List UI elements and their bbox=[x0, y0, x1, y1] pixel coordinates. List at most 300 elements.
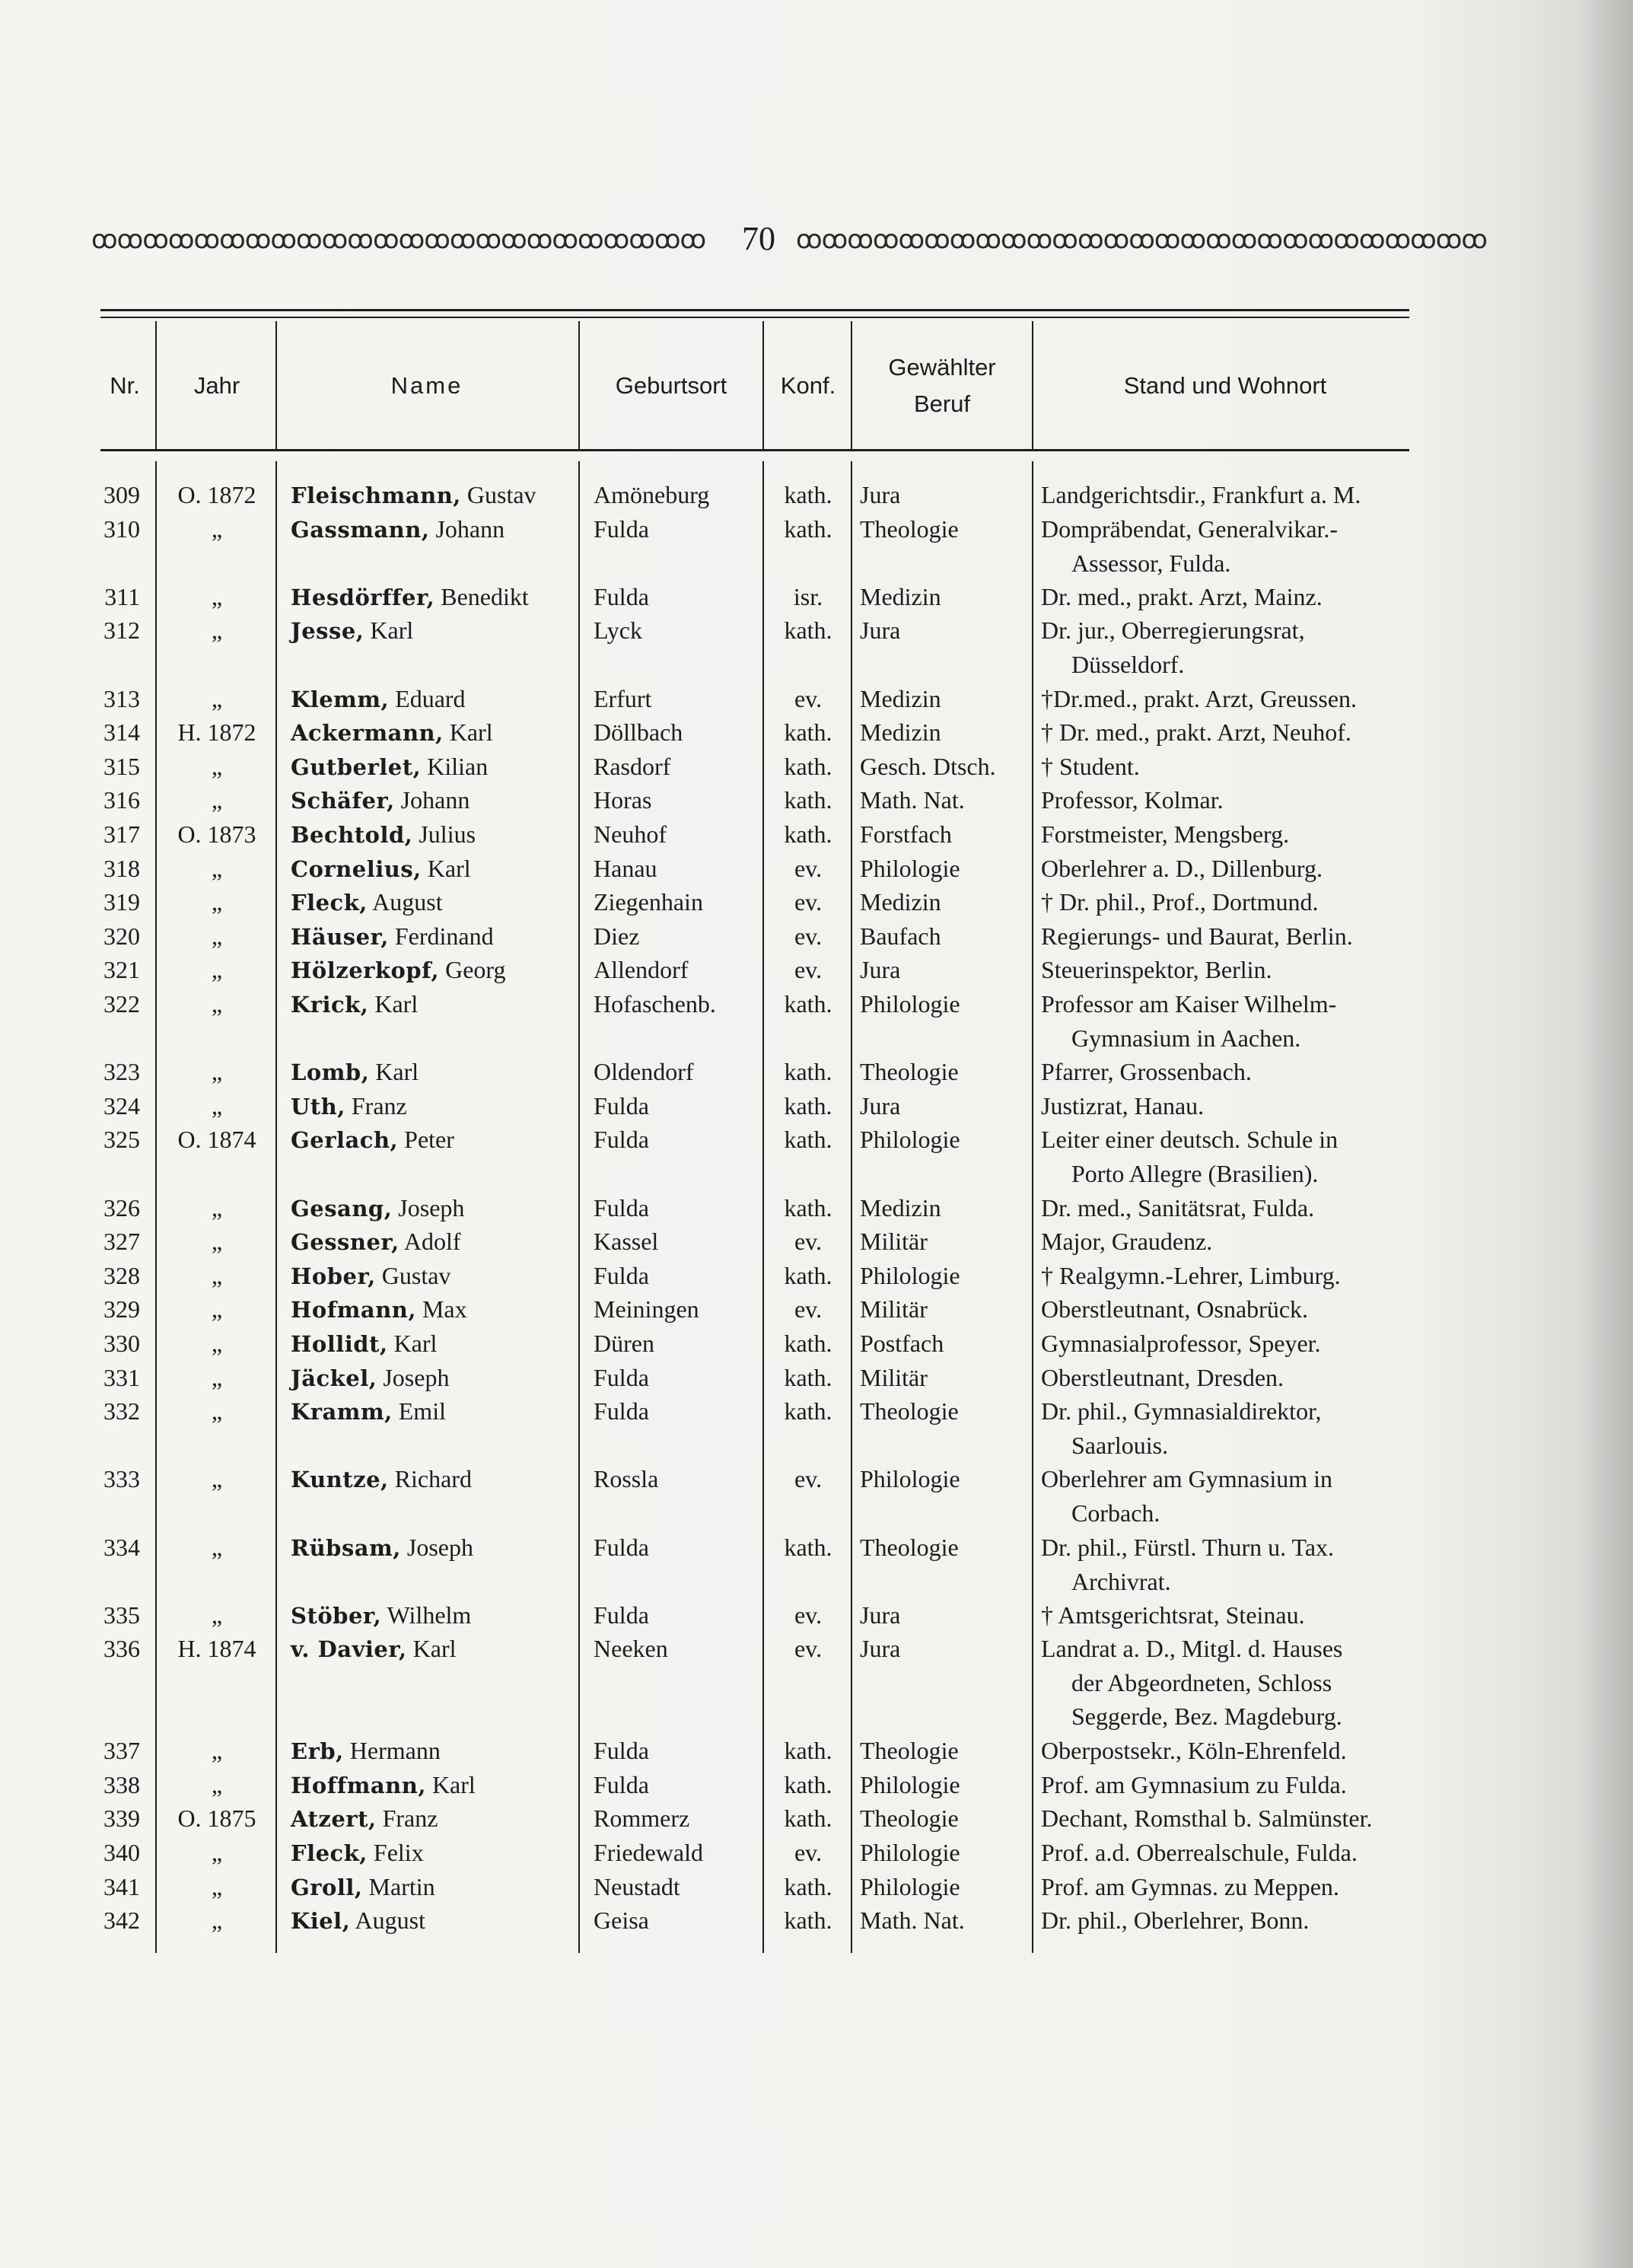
entry-birthplace: Fulda bbox=[594, 1601, 649, 1629]
entry-birthplace: Ziegenhain bbox=[594, 888, 703, 916]
entry-given-name: Joseph bbox=[400, 1534, 473, 1561]
entry-confession: kath. bbox=[784, 1330, 832, 1357]
entry-given-name: Karl bbox=[364, 616, 414, 644]
entry-profession: Medizin bbox=[860, 1194, 941, 1222]
entry-name bbox=[291, 1327, 437, 1361]
table-row bbox=[0, 613, 1633, 678]
entry-profession: Jura bbox=[860, 481, 901, 508]
entry-position-residence: Dompräbendat, Generalvikar.- bbox=[1041, 515, 1339, 543]
entry-year: „ bbox=[211, 616, 223, 644]
entry-number: 309 bbox=[103, 481, 140, 508]
entry-birthplace: Lyck bbox=[594, 616, 642, 644]
entry-year: „ bbox=[211, 786, 223, 814]
entry-position-residence: Oberstleutnant, Osnabrück. bbox=[1041, 1295, 1309, 1323]
entry-year: „ bbox=[211, 583, 223, 610]
entry-confession: ev. bbox=[794, 855, 823, 882]
entry-given-name: Gustav bbox=[375, 1262, 451, 1289]
entry-year: „ bbox=[211, 1397, 223, 1425]
entry-birthplace: Geisa bbox=[594, 1906, 649, 1934]
header-konf: Konf. bbox=[780, 372, 836, 399]
entry-position-residence: Dr. med., Sanitätsrat, Fulda. bbox=[1041, 1194, 1315, 1222]
entry-birthplace: Düren bbox=[594, 1330, 654, 1357]
entry-confession: ev. bbox=[794, 1465, 823, 1492]
col-rule-header bbox=[1032, 321, 1033, 449]
entry-number: 319 bbox=[103, 888, 140, 916]
entry-given-name: Joseph bbox=[392, 1194, 465, 1222]
entry-profession: Militär bbox=[860, 1364, 928, 1391]
entry-surname: Lomb, bbox=[291, 1059, 370, 1085]
entry-birthplace: Fulda bbox=[594, 1126, 649, 1153]
entry-birthplace: Neuhof bbox=[594, 820, 667, 848]
entry-position-residence: Assessor, Fulda. bbox=[1071, 549, 1231, 577]
entry-surname: Gutberlet, bbox=[291, 754, 422, 780]
entry-year: O. 1872 bbox=[177, 481, 256, 508]
entry-profession: Philologie bbox=[860, 1262, 960, 1289]
table-row bbox=[0, 1327, 1633, 1360]
entry-position-residence: †Dr.med., prakt. Arzt, Greussen. bbox=[1041, 685, 1358, 712]
table-row bbox=[0, 1123, 1633, 1187]
entry-year: „ bbox=[211, 922, 223, 950]
entry-name bbox=[291, 1801, 438, 1836]
top-rule-thick bbox=[100, 309, 1409, 311]
entry-year: „ bbox=[211, 1839, 223, 1866]
entry-position-residence: Dr. phil., Fürstl. Thurn u. Tax. bbox=[1041, 1534, 1335, 1561]
entry-number: 327 bbox=[103, 1228, 140, 1255]
entry-given-name: Felix bbox=[367, 1839, 424, 1866]
entry-profession: Theologie bbox=[860, 1737, 959, 1764]
entry-given-name: Karl bbox=[425, 1771, 476, 1798]
entry-birthplace: Meiningen bbox=[594, 1295, 699, 1323]
entry-confession: isr. bbox=[793, 583, 823, 610]
entry-name bbox=[291, 1598, 471, 1633]
entry-position-residence: Prof. a.d. Oberrealschule, Fulda. bbox=[1041, 1839, 1358, 1866]
entry-birthplace: Neeken bbox=[594, 1635, 668, 1662]
entry-name bbox=[291, 1361, 449, 1395]
entry-confession: kath. bbox=[784, 820, 832, 848]
header-geburtsort: Geburtsort bbox=[615, 372, 727, 399]
table-row bbox=[0, 919, 1633, 953]
entry-position-residence: Dr. phil., Oberlehrer, Bonn. bbox=[1041, 1906, 1310, 1934]
entry-position-residence: Dr. jur., Oberregierungsrat, bbox=[1041, 616, 1305, 644]
table-row bbox=[0, 1055, 1633, 1088]
entry-name bbox=[291, 1768, 476, 1802]
entry-profession: Jura bbox=[860, 1092, 901, 1120]
header-stand: Stand und Wohnort bbox=[1123, 372, 1327, 399]
table-row bbox=[0, 1768, 1633, 1801]
entry-number: 325 bbox=[103, 1126, 140, 1153]
entry-name bbox=[291, 1462, 472, 1496]
entry-year: O. 1873 bbox=[177, 820, 256, 848]
entry-birthplace: Oldendorf bbox=[594, 1058, 694, 1085]
entry-profession: Philologie bbox=[860, 1465, 960, 1492]
entry-number: 322 bbox=[103, 990, 140, 1018]
table-row bbox=[0, 953, 1633, 986]
entry-given-name: Richard bbox=[388, 1465, 472, 1492]
entry-surname: Fleck, bbox=[291, 1840, 368, 1866]
entry-surname: Jäckel, bbox=[291, 1365, 377, 1391]
entry-position-residence: Pfarrer, Grossenbach. bbox=[1041, 1058, 1252, 1085]
entry-position-residence: † Realgymn.-Lehrer, Limburg. bbox=[1041, 1262, 1341, 1289]
entry-year: H. 1872 bbox=[177, 718, 256, 746]
entry-confession: ev. bbox=[794, 1601, 823, 1629]
entry-year: „ bbox=[211, 1906, 223, 1934]
entry-given-name: Johann bbox=[429, 515, 505, 543]
entry-name bbox=[291, 817, 476, 852]
entry-name bbox=[291, 1191, 464, 1225]
entry-name bbox=[291, 1531, 473, 1565]
entry-birthplace: Erfurt bbox=[594, 685, 652, 712]
entry-year: „ bbox=[211, 685, 223, 712]
entry-name bbox=[291, 953, 506, 987]
entry-position-residence: Gymnasialprofessor, Speyer. bbox=[1041, 1330, 1321, 1357]
entry-name bbox=[291, 1225, 461, 1259]
entry-given-name: Franz bbox=[376, 1805, 438, 1832]
entry-year: „ bbox=[211, 1330, 223, 1357]
entry-position-residence: † Dr. phil., Prof., Dortmund. bbox=[1041, 888, 1319, 916]
table-row bbox=[0, 1598, 1633, 1632]
entry-given-name: Ferdinand bbox=[388, 922, 494, 950]
entry-profession: Jura bbox=[860, 1601, 901, 1629]
entry-given-name: Karl bbox=[421, 855, 471, 882]
entry-name bbox=[291, 885, 443, 919]
entry-birthplace: Fulda bbox=[594, 583, 649, 610]
entry-number: 329 bbox=[103, 1295, 140, 1323]
entry-given-name: Max bbox=[415, 1295, 467, 1323]
entry-profession: Philologie bbox=[860, 1771, 960, 1798]
entry-given-name: Eduard bbox=[389, 685, 466, 712]
entry-confession: kath. bbox=[784, 1058, 832, 1085]
entry-number: 342 bbox=[103, 1906, 140, 1934]
entry-surname: Hesdörffer, bbox=[291, 585, 435, 610]
entry-position-residence: Landrat a. D., Mitgl. d. Hauses bbox=[1041, 1635, 1343, 1662]
entry-given-name: Franz bbox=[345, 1092, 407, 1120]
table-row bbox=[0, 1801, 1633, 1835]
entry-surname: Hofmann, bbox=[291, 1297, 416, 1323]
entry-number: 340 bbox=[103, 1839, 140, 1866]
top-rule-thin bbox=[100, 317, 1409, 318]
entry-number: 310 bbox=[103, 515, 140, 543]
header-name: Name bbox=[390, 372, 463, 399]
entry-profession: Theologie bbox=[860, 1058, 959, 1085]
entry-profession: Baufach bbox=[860, 922, 941, 950]
entry-year: „ bbox=[211, 855, 223, 882]
entry-name bbox=[291, 1903, 425, 1938]
table-row bbox=[0, 783, 1633, 817]
entry-profession: Militär bbox=[860, 1295, 928, 1323]
entry-surname: Hollidt, bbox=[291, 1331, 388, 1357]
table-row bbox=[0, 580, 1633, 613]
entry-position-residence: Porto Allegre (Brasilien). bbox=[1071, 1160, 1319, 1187]
entry-position-residence: Archivrat. bbox=[1071, 1568, 1171, 1595]
entry-number: 326 bbox=[103, 1194, 140, 1222]
entry-birthplace: Rommerz bbox=[594, 1805, 690, 1832]
entry-confession: ev. bbox=[794, 685, 823, 712]
entry-birthplace: Amöneburg bbox=[594, 481, 710, 508]
entry-position-residence: Prof. am Gymnasium zu Fulda. bbox=[1041, 1771, 1347, 1798]
entry-position-residence: † Amtsgerichtsrat, Steinau. bbox=[1041, 1601, 1305, 1629]
entry-surname: Kuntze, bbox=[291, 1467, 389, 1492]
entry-year: „ bbox=[211, 515, 223, 543]
entry-surname: Fleischmann, bbox=[291, 483, 461, 508]
entry-birthplace: Kassel bbox=[594, 1228, 659, 1255]
entry-given-name: Gustav bbox=[460, 481, 536, 508]
entry-profession: Jura bbox=[860, 956, 901, 983]
entry-surname: Stöber, bbox=[291, 1603, 382, 1629]
entry-year: „ bbox=[211, 1262, 223, 1289]
table-row bbox=[0, 1394, 1633, 1459]
entry-number: 320 bbox=[103, 922, 140, 950]
entry-year: „ bbox=[211, 1295, 223, 1323]
entry-profession: Math. Nat. bbox=[860, 1906, 965, 1934]
entry-surname: Atzert, bbox=[291, 1806, 377, 1832]
entry-name bbox=[291, 1292, 467, 1327]
entry-birthplace: Fulda bbox=[594, 1771, 649, 1798]
entry-position-residence: Justizrat, Hanau. bbox=[1041, 1092, 1205, 1120]
entry-confession: ev. bbox=[794, 1635, 823, 1662]
entry-birthplace: Hanau bbox=[594, 855, 657, 882]
entry-number: 338 bbox=[103, 1771, 140, 1798]
entry-number: 321 bbox=[103, 956, 140, 983]
entry-confession: kath. bbox=[784, 515, 832, 543]
entry-position-residence: Professor, Kolmar. bbox=[1041, 786, 1224, 814]
entry-birthplace: Fulda bbox=[594, 1092, 649, 1120]
table-row bbox=[0, 1361, 1633, 1394]
entry-number: 311 bbox=[104, 583, 140, 610]
table-row bbox=[0, 852, 1633, 885]
entry-given-name: Julius bbox=[412, 820, 476, 848]
entry-given-name: Joseph bbox=[377, 1364, 450, 1391]
table-row bbox=[0, 1903, 1633, 1937]
entry-name bbox=[291, 783, 470, 817]
entry-number: 332 bbox=[103, 1397, 140, 1425]
entry-given-name: Karl bbox=[368, 990, 419, 1018]
entry-number: 328 bbox=[103, 1262, 140, 1289]
entry-position-residence: † Dr. med., prakt. Arzt, Neuhof. bbox=[1041, 718, 1351, 746]
entry-confession: kath. bbox=[784, 1873, 832, 1900]
entry-name bbox=[291, 1394, 446, 1429]
entry-year: O. 1874 bbox=[177, 1126, 256, 1153]
entry-given-name: Karl bbox=[387, 1330, 438, 1357]
table-row bbox=[0, 1089, 1633, 1123]
entry-position-residence: Gymnasium in Aachen. bbox=[1071, 1024, 1301, 1052]
entry-profession: Medizin bbox=[860, 583, 941, 610]
entry-profession: Medizin bbox=[860, 718, 941, 746]
entry-position-residence: Forstmeister, Mengsberg. bbox=[1041, 820, 1290, 848]
col-rule-header bbox=[578, 321, 580, 449]
entry-confession: ev. bbox=[794, 956, 823, 983]
entry-position-residence: Dr. med., prakt. Arzt, Mainz. bbox=[1041, 583, 1323, 610]
entry-confession: kath. bbox=[784, 1737, 832, 1764]
entry-surname: Cornelius, bbox=[291, 856, 422, 882]
table-row bbox=[0, 885, 1633, 919]
entry-confession: kath. bbox=[784, 1397, 832, 1425]
entry-surname: Uth, bbox=[291, 1094, 345, 1120]
col-rule-header bbox=[851, 321, 852, 449]
entry-birthplace: Fulda bbox=[594, 1534, 649, 1561]
entry-name bbox=[291, 1836, 424, 1870]
entry-position-residence: Dechant, Romsthal b. Salmünster. bbox=[1041, 1805, 1373, 1832]
entry-surname: Gerlach, bbox=[291, 1127, 399, 1153]
entry-confession: ev. bbox=[794, 1228, 823, 1255]
entry-position-residence: Steuerinspektor, Berlin. bbox=[1041, 956, 1272, 983]
header-beruf-line1: Gewählter bbox=[888, 354, 996, 381]
entry-birthplace: Fulda bbox=[594, 1262, 649, 1289]
entry-number: 336 bbox=[103, 1635, 140, 1662]
entry-profession: Jura bbox=[860, 616, 901, 644]
entry-number: 317 bbox=[103, 820, 140, 848]
entry-position-residence: Corbach. bbox=[1071, 1499, 1160, 1527]
entry-confession: kath. bbox=[784, 616, 832, 644]
entry-name bbox=[291, 613, 413, 648]
entry-profession: Jura bbox=[860, 1635, 901, 1662]
entry-confession: kath. bbox=[784, 1906, 832, 1934]
entry-position-residence: der Abgeordneten, Schloss bbox=[1071, 1669, 1332, 1696]
entry-birthplace: Hofaschenb. bbox=[594, 990, 716, 1018]
table-row bbox=[0, 1632, 1633, 1730]
entry-number: 341 bbox=[103, 1873, 140, 1900]
entry-profession: Gesch. Dtsch. bbox=[860, 753, 996, 780]
entry-position-residence: Prof. am Gymnas. zu Meppen. bbox=[1041, 1873, 1339, 1900]
entry-number: 316 bbox=[103, 786, 140, 814]
entry-surname: Jesse, bbox=[291, 618, 364, 644]
entry-birthplace: Döllbach bbox=[594, 718, 683, 746]
entry-number: 318 bbox=[103, 855, 140, 882]
table-row bbox=[0, 1225, 1633, 1258]
entry-profession: Philologie bbox=[860, 1873, 960, 1900]
entry-surname: Kramm, bbox=[291, 1399, 393, 1425]
table-row bbox=[0, 817, 1633, 851]
entry-number: 312 bbox=[103, 616, 140, 644]
entry-profession: Militär bbox=[860, 1228, 928, 1255]
entry-number: 337 bbox=[103, 1737, 140, 1764]
entry-profession: Postfach bbox=[860, 1330, 944, 1357]
entry-year: „ bbox=[211, 956, 223, 983]
entry-given-name: Karl bbox=[369, 1058, 419, 1085]
entry-birthplace: Neustadt bbox=[594, 1873, 680, 1900]
table-row bbox=[0, 1734, 1633, 1767]
entry-year: „ bbox=[211, 1873, 223, 1900]
entry-name bbox=[291, 580, 529, 614]
entry-profession: Philologie bbox=[860, 855, 960, 882]
entry-profession: Theologie bbox=[860, 1534, 959, 1561]
entry-position-residence: Oberlehrer a. D., Dillenburg. bbox=[1041, 855, 1323, 882]
entry-name bbox=[291, 919, 494, 954]
entry-confession: ev. bbox=[794, 1839, 823, 1866]
entry-position-residence: Landgerichtsdir., Frankfurt a. M. bbox=[1041, 481, 1361, 508]
table-row bbox=[0, 1462, 1633, 1527]
table-row bbox=[0, 1191, 1633, 1225]
entry-birthplace: Horas bbox=[594, 786, 652, 814]
entry-year: „ bbox=[211, 1534, 223, 1561]
table-row bbox=[0, 682, 1633, 715]
entry-confession: kath. bbox=[784, 1092, 832, 1120]
entry-profession: Theologie bbox=[860, 1805, 959, 1832]
entry-confession: ev. bbox=[794, 922, 823, 950]
entry-position-residence: Major, Graudenz. bbox=[1041, 1228, 1213, 1255]
entry-surname: Bechtold, bbox=[291, 822, 413, 848]
entry-profession: Theologie bbox=[860, 515, 959, 543]
entry-given-name: Kilian bbox=[421, 753, 489, 780]
entry-given-name: Georg bbox=[439, 956, 506, 983]
entry-position-residence: Oberlehrer am Gymnasium in bbox=[1041, 1465, 1332, 1492]
entry-name bbox=[291, 1089, 407, 1123]
entry-confession: kath. bbox=[784, 481, 832, 508]
header-nr: Nr. bbox=[110, 372, 140, 399]
header-beruf-line2: Beruf bbox=[913, 390, 971, 417]
col-rule-header bbox=[275, 321, 277, 449]
entry-year: „ bbox=[211, 1465, 223, 1492]
entry-profession: Medizin bbox=[860, 888, 941, 916]
entry-surname: Groll, bbox=[291, 1875, 363, 1900]
entry-surname: Krick, bbox=[291, 992, 369, 1018]
table-row bbox=[0, 750, 1633, 783]
entry-surname: Gassmann, bbox=[291, 517, 430, 543]
table-row bbox=[0, 1870, 1633, 1903]
entry-given-name: August bbox=[367, 888, 443, 916]
entry-birthplace: Friedewald bbox=[594, 1839, 703, 1866]
entry-number: 315 bbox=[103, 753, 140, 780]
entry-year: O. 1875 bbox=[177, 1805, 256, 1832]
table-row bbox=[0, 1836, 1633, 1869]
entry-position-residence: Düsseldorf. bbox=[1071, 651, 1185, 678]
entry-name bbox=[291, 1632, 457, 1666]
entry-birthplace: Allendorf bbox=[594, 956, 689, 983]
entry-year: „ bbox=[211, 1364, 223, 1391]
entry-surname: Klemm, bbox=[291, 686, 390, 712]
entry-number: 330 bbox=[103, 1330, 140, 1357]
entry-position-residence: Dr. phil., Gymnasialdirektor, bbox=[1041, 1397, 1322, 1425]
entry-confession: ev. bbox=[794, 1295, 823, 1323]
entry-surname: Fleck, bbox=[291, 890, 368, 916]
entry-confession: kath. bbox=[784, 786, 832, 814]
entry-year: „ bbox=[211, 990, 223, 1018]
entry-birthplace: Fulda bbox=[594, 1364, 649, 1391]
entry-number: 333 bbox=[103, 1465, 140, 1492]
entry-confession: kath. bbox=[784, 1534, 832, 1561]
entry-confession: kath. bbox=[784, 1771, 832, 1798]
entry-birthplace: Fulda bbox=[594, 1397, 649, 1425]
entry-surname: Hober, bbox=[291, 1263, 376, 1289]
entry-year: „ bbox=[211, 1194, 223, 1222]
entry-birthplace: Fulda bbox=[594, 1737, 649, 1764]
ornament-left: ꝏꝏꝏꝏꝏꝏꝏꝏꝏꝏꝏꝏꝏꝏꝏꝏꝏꝏꝏꝏꝏꝏꝏꝏ bbox=[91, 225, 706, 255]
table-row bbox=[0, 1531, 1633, 1595]
table-row bbox=[0, 1292, 1633, 1326]
entry-surname: Hölzerkopf, bbox=[291, 957, 440, 983]
entry-birthplace: Fulda bbox=[594, 1194, 649, 1222]
page-number: 70 bbox=[742, 220, 775, 257]
entry-surname: v. Davier, bbox=[291, 1636, 407, 1662]
entry-position-residence: Seggerde, Bez. Magdeburg. bbox=[1071, 1703, 1342, 1730]
entry-name bbox=[291, 1734, 441, 1768]
entry-position-residence: Regierungs- und Baurat, Berlin. bbox=[1041, 922, 1353, 950]
entry-name bbox=[291, 715, 493, 750]
entry-position-residence: † Student. bbox=[1041, 753, 1140, 780]
entry-name bbox=[291, 512, 505, 546]
table-row bbox=[0, 478, 1633, 511]
entry-confession: ev. bbox=[794, 888, 823, 916]
table-row bbox=[0, 512, 1633, 577]
entry-number: 334 bbox=[103, 1534, 140, 1561]
entry-profession: Medizin bbox=[860, 685, 941, 712]
entry-given-name: Karl bbox=[443, 718, 493, 746]
entry-year: „ bbox=[211, 1737, 223, 1764]
entry-name bbox=[291, 682, 466, 716]
entry-name bbox=[291, 987, 418, 1021]
entry-position-residence: Professor am Kaiser Wilhelm- bbox=[1041, 990, 1337, 1018]
entry-surname: Häuser, bbox=[291, 924, 389, 950]
entry-birthplace: Diez bbox=[594, 922, 640, 950]
